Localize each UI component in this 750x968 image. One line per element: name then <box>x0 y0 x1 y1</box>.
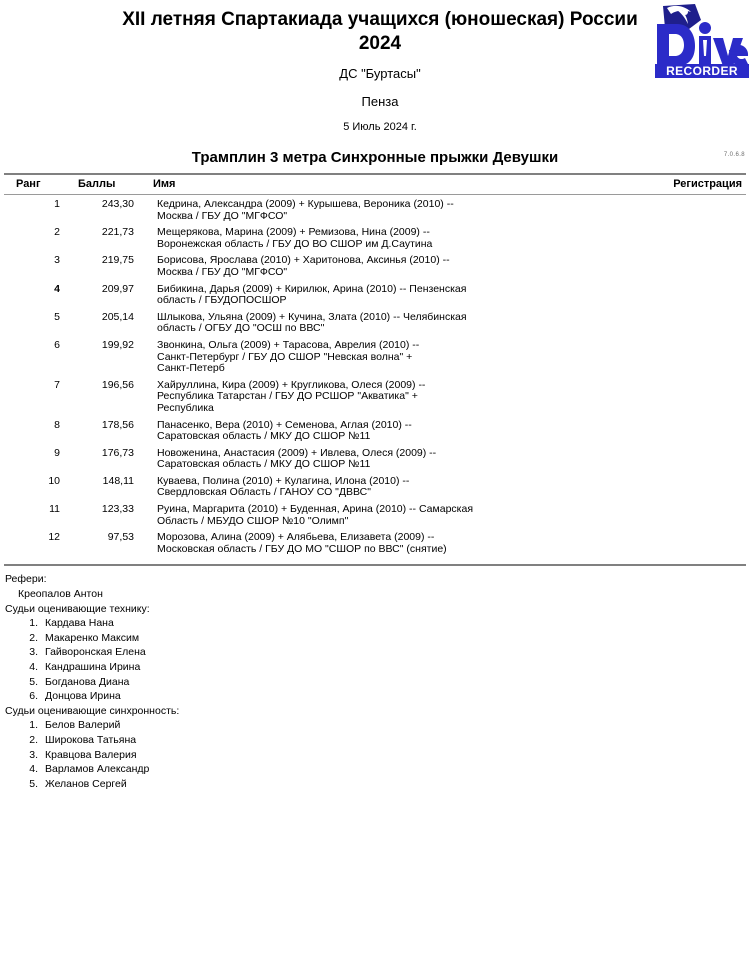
officials-section <box>0 566 750 791</box>
judge-name: Гайворонская Елена <box>45 646 146 659</box>
table-row <box>4 420 746 448</box>
cell-rank: 11 <box>49 503 60 516</box>
judge-name: Макаренко Максим <box>45 631 140 644</box>
name-line: Москва / ГБУ ДО "МГФСО" <box>157 265 288 278</box>
sync-judge-item <box>4 762 746 777</box>
name-line: Санкт-Петербург / ГБУ ДО СШОР "Невская волна" + <box>157 350 413 363</box>
column-header-registration: Регистрация <box>673 178 742 190</box>
technique-judge-item <box>4 631 746 646</box>
name-line: Хайруллина, Кира (2009) + Кругликова, Олеся (2009) -- <box>157 378 426 391</box>
table-row <box>4 504 746 532</box>
sync-judge-item <box>4 777 746 792</box>
cell-name <box>144 420 622 443</box>
name-line: Бибикина, Дарья (2009) + Кирилюк, Арина (2010) -- Пензенская <box>157 282 467 295</box>
name-line: область / ГБУДОПОСШОР <box>157 294 287 307</box>
column-header-rank: Ранг <box>16 178 41 190</box>
name-line: Руина, Маргарита (2010) + Буденная, Арина (2010) -- Самарская <box>157 503 474 516</box>
table-row <box>4 227 746 255</box>
judge-name: Желанов Сергей <box>45 777 127 790</box>
cell-rank: 6 <box>54 338 60 351</box>
software-version: 7.0.6.8 <box>723 152 745 158</box>
judge-number: 2. <box>29 631 38 644</box>
event-title: Трамплин 3 метра Синхронные прыжки Девушки <box>191 149 559 166</box>
name-line: Республика Татарстан / ГБУ ДО РСШОР "Акватика" + <box>157 390 418 403</box>
meet-title: XII летняя Спартакиада учащихся (юношеская) России 2024 <box>122 9 638 54</box>
cell-name <box>144 227 622 250</box>
event-date: 5 Июль 2024 г. <box>343 121 417 133</box>
table-body <box>4 195 746 560</box>
judge-number: 4. <box>29 763 38 776</box>
table-header-row <box>4 175 746 194</box>
name-line: Свердловская Область / ГАНОУ СО "ДВВС" <box>157 486 371 499</box>
name-line: Республика <box>157 401 214 414</box>
name-line: Кедрина, Александра (2009) + Курышева, Вероника (2010) -- <box>157 198 454 210</box>
judge-number: 5. <box>29 675 38 688</box>
diver-logo-icon <box>655 2 749 78</box>
sync-judges-list <box>4 718 746 791</box>
cell-rank: 10 <box>48 474 60 487</box>
judge-name: Белов Валерий <box>45 719 121 732</box>
name-line: Мещерякова, Марина (2009) + Ремизова, Нина (2009) -- <box>157 226 430 239</box>
cell-score: 176,73 <box>101 446 134 459</box>
table-row <box>4 380 746 420</box>
name-line: Новоженина, Анастасия (2009) + Ивлева, Олеся (2009) -- <box>157 446 437 459</box>
judge-name: Донцова Ирина <box>45 690 121 703</box>
cell-score: 123,33 <box>101 503 134 516</box>
name-line: Морозова, Алина (2009) + Алябьева, Елизавета (2009) -- <box>157 531 435 544</box>
city-name: Пенза <box>361 94 399 109</box>
name-line: Саратовская область / МКУ ДО СШОР №11 <box>157 430 371 443</box>
cell-rank: 3 <box>54 254 60 267</box>
cell-score: 196,56 <box>101 378 134 391</box>
cell-score: 148,11 <box>102 474 134 487</box>
cell-rank: 7 <box>54 378 60 391</box>
table-row <box>4 312 746 340</box>
sync-judge-item <box>4 748 746 763</box>
technique-judges-list <box>4 616 746 704</box>
name-line: Звонкина, Ольга (2009) + Тарасова, Аврелия (2010) -- <box>157 338 420 351</box>
name-line: Саратовская область / МКУ ДО СШОР №11 <box>157 458 371 471</box>
name-line: Область / МБУДО СШОР №10 "Олимп" <box>157 514 349 527</box>
table-row <box>4 476 746 504</box>
name-line: Санкт-Петерб <box>157 362 225 375</box>
judge-name: Кравцова Валерия <box>45 748 137 761</box>
referee-heading: Рефери: <box>5 573 47 586</box>
table-row <box>4 340 746 380</box>
cell-score: 209,97 <box>101 282 134 295</box>
judge-number: 1. <box>29 719 38 732</box>
judge-name: Кардава Нана <box>45 617 114 630</box>
cell-name <box>144 284 622 307</box>
table-row <box>4 255 746 283</box>
cell-score: 178,56 <box>101 418 134 431</box>
technique-judge-item <box>4 660 746 675</box>
sync-judge-item <box>4 718 746 733</box>
name-line: область / ОГБУ ДО "ОСШ по ВВС" <box>157 322 325 335</box>
judge-name: Богданова Диана <box>45 675 130 688</box>
judge-number: 5. <box>29 777 38 790</box>
cell-name <box>144 199 622 222</box>
name-line: Воронежская область / ГБУ ДО ВО СШОР им Д.Саутина <box>157 237 433 250</box>
technique-judge-item <box>4 675 746 690</box>
cell-name <box>144 255 622 278</box>
cell-rank: 8 <box>54 418 60 431</box>
name-line: Куваева, Полина (2010) + Кулагина, Илона (2010) -- <box>157 474 410 487</box>
judge-name: Широкова Татьяна <box>45 733 137 746</box>
column-header-name: Имя <box>153 178 176 190</box>
name-line: Панасенко, Вера (2010) + Семенова, Аглая (2010) -- <box>157 418 412 431</box>
judge-number: 3. <box>29 748 38 761</box>
venue-name: ДС "Буртасы" <box>339 66 421 81</box>
cell-score: 97,53 <box>107 531 134 544</box>
technique-judges-heading: Судьи оценивающие технику: <box>5 602 150 615</box>
judge-number: 4. <box>29 661 38 673</box>
cell-score: 243,30 <box>101 198 134 210</box>
cell-score: 219,75 <box>101 254 134 267</box>
name-line: Шлыкова, Ульяна (2009) + Кучина, Злата (2010) -- Челябинская <box>157 310 467 323</box>
technique-judge-item <box>4 616 746 631</box>
cell-rank: 9 <box>54 446 60 459</box>
column-header-score: Баллы <box>78 178 116 190</box>
table-row <box>4 199 746 227</box>
cell-score: 221,73 <box>101 226 134 239</box>
cell-name <box>144 380 622 415</box>
judge-number: 6. <box>29 690 38 703</box>
name-line: Московская область / ГБУ ДО МО "СШОР по ВВС" (снятие) <box>157 542 447 555</box>
cell-rank: 4 <box>54 282 60 295</box>
cell-name <box>144 504 622 527</box>
judge-number: 1. <box>29 617 38 630</box>
cell-score: 199,92 <box>101 338 134 351</box>
name-line: Борисова, Ярослава (2010) + Харитонова, Аксинья (2010) -- <box>157 254 450 267</box>
cell-score: 205,14 <box>101 310 134 323</box>
event-heading-row <box>0 148 750 170</box>
cell-rank: 5 <box>54 310 60 323</box>
cell-rank: 2 <box>54 226 60 239</box>
cell-rank: 12 <box>48 531 60 544</box>
table-row <box>4 284 746 312</box>
table-row <box>4 448 746 476</box>
results-table <box>0 173 750 566</box>
cell-rank: 1 <box>54 198 60 210</box>
table-row <box>4 532 746 560</box>
technique-judge-item <box>4 645 746 660</box>
judge-number: 3. <box>29 646 38 659</box>
dive-recorder-logo <box>655 2 749 78</box>
judge-number: 2. <box>29 733 38 746</box>
referee-name: Креопалов Антон <box>18 588 103 601</box>
judge-name: Кандрашина Ирина <box>45 661 141 673</box>
cell-name <box>144 340 622 375</box>
svg-text:RECORDER: RECORDER <box>666 64 738 78</box>
cell-name <box>144 448 622 471</box>
document-header <box>0 0 750 134</box>
cell-name <box>144 476 622 499</box>
judge-name: Варламов Александр <box>45 763 150 776</box>
sync-judge-item <box>4 733 746 748</box>
cell-name <box>144 532 622 555</box>
technique-judge-item <box>4 689 746 704</box>
name-line: Москва / ГБУ ДО "МГФСО" <box>157 209 288 222</box>
cell-name <box>144 312 622 335</box>
sync-judges-heading: Судьи оценивающие синхронность: <box>5 704 180 717</box>
